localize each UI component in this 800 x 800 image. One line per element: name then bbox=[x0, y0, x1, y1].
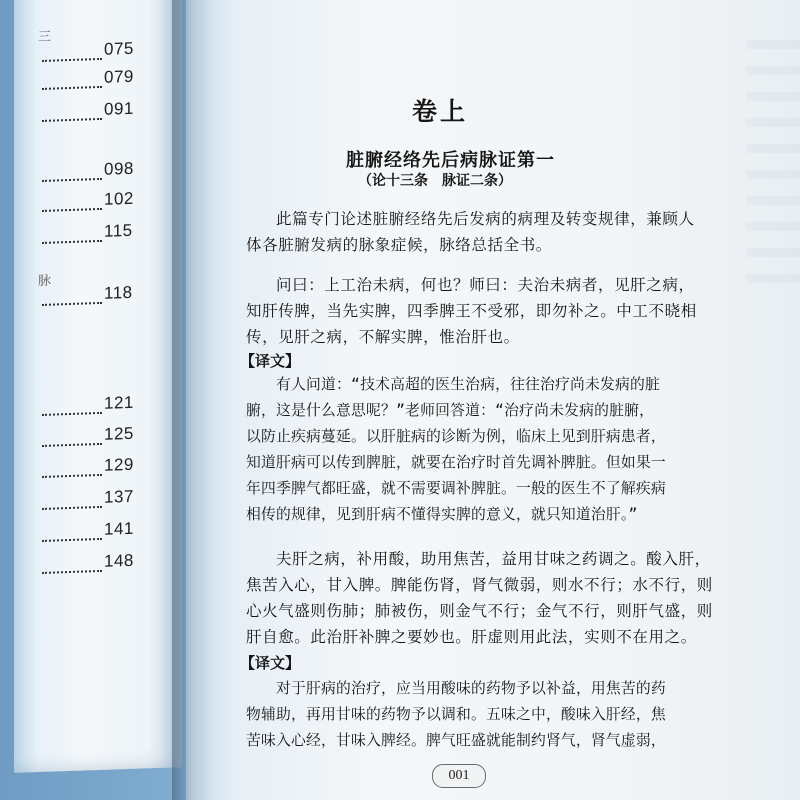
toc-entry bbox=[38, 273, 182, 310]
original-text-1 bbox=[246, 272, 800, 350]
toc-entry bbox=[42, 549, 182, 578]
show-through-text bbox=[746, 40, 800, 300]
text-line: 传，见肝之病，不解实脾，惟治肝也。 bbox=[246, 328, 520, 346]
toc-entry bbox=[38, 29, 182, 66]
toc-leader-dots bbox=[42, 208, 102, 212]
toc-entry bbox=[42, 485, 182, 514]
toc-leader-dots bbox=[42, 240, 102, 244]
volume-title: 卷上 bbox=[412, 97, 469, 126]
translation-line: 物辅助，再用甘味的药物予以调和。五味之中，酸味入肝经，焦 bbox=[246, 706, 666, 723]
toc-entry bbox=[42, 517, 182, 546]
chapter-subtitle: （论十三条 脉证二条） bbox=[358, 173, 512, 189]
toc-page-number: 141 bbox=[104, 518, 134, 539]
toc-entry-fragment: 三 bbox=[38, 29, 52, 46]
toc-entry bbox=[42, 157, 182, 186]
toc-page-number: 121 bbox=[104, 392, 134, 413]
page-number: 001 bbox=[432, 764, 486, 788]
toc-page-number: 075 bbox=[104, 38, 134, 59]
translation-2 bbox=[246, 676, 800, 754]
translation-line: 对于肝病的治疗，应当用酸味的药物予以补益，用焦苦的药 bbox=[276, 680, 666, 697]
toc-page-number: 115 bbox=[104, 220, 133, 241]
toc-page-number: 118 bbox=[104, 282, 133, 303]
toc-page-number: 125 bbox=[104, 423, 134, 444]
toc-leader-dots bbox=[42, 178, 102, 182]
intro-paragraph bbox=[246, 206, 800, 258]
toc-entry bbox=[42, 422, 182, 451]
toc-page-number: 098 bbox=[104, 158, 134, 179]
toc-entry-fragment: 脉 bbox=[38, 273, 52, 290]
intro-line: 体各脏腑发病的脉象症候，脉络总括全书。 bbox=[246, 236, 552, 254]
translation-line: 以防止疾病蔓延。以肝脏病的诊断为例，临床上见到肝病患者， bbox=[246, 428, 666, 445]
text-line: 焦苦入心，甘入脾。脾能伤肾，肾气微弱，则水不行；水不行，则 bbox=[246, 576, 713, 594]
toc-entry bbox=[42, 65, 182, 94]
toc-entry bbox=[42, 453, 182, 482]
toc-leader-dots bbox=[42, 506, 102, 510]
text-line: 知肝传脾，当先实脾，四季脾王不受邪，即勿补之。中工不晓相 bbox=[246, 302, 697, 320]
toc-leader-dots bbox=[42, 443, 102, 447]
translation-1 bbox=[246, 372, 800, 528]
text-line: 肝自愈。此治肝补脾之要妙也。肝虚则用此法，实则不在用之。 bbox=[246, 628, 697, 646]
toc-entry bbox=[42, 97, 182, 126]
right-page bbox=[186, 0, 800, 800]
toc-page-number: 137 bbox=[104, 486, 134, 507]
toc-entry bbox=[42, 219, 182, 248]
toc-leader-dots bbox=[42, 86, 102, 90]
translation-label-2: 【译文】 bbox=[240, 654, 301, 672]
translation-label-1: 【译文】 bbox=[240, 352, 301, 370]
toc-page-number: 102 bbox=[104, 188, 134, 209]
translation-line: 相传的规律，见到肝病不懂得实脾的意义，就只知道治肝。” bbox=[246, 506, 638, 523]
text-line: 问曰：上工治未病，何也？师曰：夫治未病者，见肝之病， bbox=[276, 276, 695, 294]
toc-page-number: 079 bbox=[104, 66, 134, 87]
toc-leader-dots bbox=[42, 570, 102, 574]
toc-entry bbox=[42, 187, 182, 216]
toc-entry bbox=[42, 391, 182, 420]
text-line: 心火气盛则伤肺；肺被伤，则金气不行；金气不行，则肝气盛，则 bbox=[246, 602, 713, 620]
translation-line: 年四季脾气都旺盛，就不需要调补脾脏。一般的医生不了解疾病 bbox=[246, 480, 666, 497]
toc-leader-dots bbox=[42, 412, 102, 416]
left-page-toc bbox=[14, 0, 182, 773]
translation-line: 知道肝病可以传到脾脏，就要在治疗时首先调补脾脏。但如果一 bbox=[246, 454, 666, 471]
translation-line: 有人问道：“技术高超的医生治病，往往治疗尚未发病的脏 bbox=[276, 376, 661, 393]
original-text-2 bbox=[246, 546, 800, 650]
toc-leader-dots bbox=[42, 538, 102, 542]
toc-leader-dots bbox=[42, 474, 102, 478]
toc-page-number: 148 bbox=[104, 550, 134, 571]
chapter-title: 脏腑经络先后病脉证第一 bbox=[346, 150, 555, 171]
intro-line: 此篇专门论述脏腑经络先后发病的病理及转变规律，兼顾人 bbox=[276, 210, 695, 228]
toc-leader-dots bbox=[42, 118, 102, 122]
toc-leader-dots bbox=[42, 58, 102, 62]
translation-line: 苦味入心经，甘味入脾经。脾气旺盛就能制约肾气，肾气虚弱， bbox=[246, 732, 666, 749]
text-line: 夫肝之病，补用酸，助用焦苦，益用甘味之药调之。酸入肝， bbox=[276, 550, 711, 568]
toc-page-number: 129 bbox=[104, 454, 134, 475]
toc-page-number: 091 bbox=[104, 98, 134, 119]
translation-line: 腑，这是什么意思呢？”老师回答道：“治疗尚未发病的脏腑， bbox=[246, 402, 655, 419]
book-gutter-shadow bbox=[172, 0, 212, 800]
toc-leader-dots bbox=[42, 302, 102, 306]
